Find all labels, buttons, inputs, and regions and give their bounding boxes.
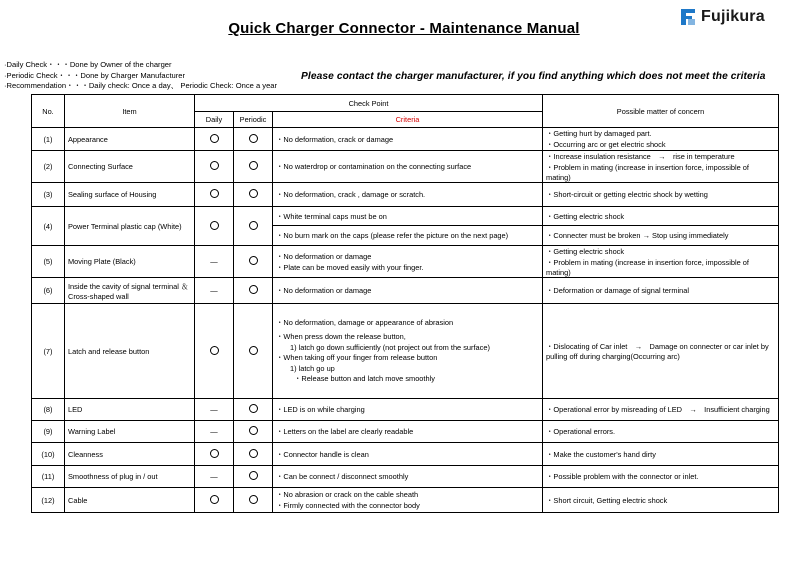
table-row: [32, 488, 779, 513]
table-row: [32, 278, 779, 304]
row-item: Sealing surface of Housing: [65, 183, 195, 207]
row-criteria: ・White terminal caps must be on: [273, 207, 543, 226]
concern-line: ・Dislocating of Car inlet → Damage on connecter or car inlet by pulling off during charging(Occurring arc): [546, 342, 769, 361]
circle-mark: [249, 471, 258, 480]
row-criteria: [273, 421, 543, 443]
legend: [4, 60, 277, 92]
legend-daily: ·Daily Check・・・Done by Owner of the charger: [4, 60, 172, 69]
circle-mark: [210, 346, 219, 355]
row-no: (3): [32, 183, 65, 207]
criteria-line: ・LED is on while charging: [276, 405, 365, 414]
criteria-line: ・No deformation, crack , damage or scratch.: [276, 190, 426, 199]
periodic-check: [234, 278, 273, 304]
circle-mark: [210, 495, 219, 504]
table-row: [32, 304, 779, 399]
row-criteria: [273, 128, 543, 151]
circle-mark: [249, 221, 258, 230]
row-no: (1): [32, 128, 65, 151]
row-criteria: [273, 246, 543, 278]
row-concern: [543, 443, 779, 466]
row-concern: [543, 278, 779, 304]
row-item: Connecting Surface: [65, 151, 195, 183]
periodic-check: [234, 399, 273, 421]
row-criteria: [273, 466, 543, 488]
row-item: Inside the cavity of signal terminal ＆ Cross-shaped wall: [65, 278, 195, 304]
concern-line: ・Make the customer's hand dirty: [546, 449, 656, 459]
criteria-line: ・No abrasion or crack on the cable sheath: [276, 490, 419, 499]
concern-line: ・Problem in mating (increase in insertion force, impossible of mating): [546, 163, 749, 182]
criteria-line: 1) latch go up: [290, 363, 335, 373]
row-concern: [543, 246, 779, 278]
row-criteria: [273, 399, 543, 421]
logo-text: Fujikura: [701, 8, 765, 25]
table-row: [32, 246, 779, 278]
row-no: (2): [32, 151, 65, 183]
concern-line: ・Getting hurt by damaged part.: [546, 129, 652, 138]
daily-check: [195, 128, 234, 151]
row-no: (6): [32, 278, 65, 304]
row-concern: [543, 304, 779, 399]
row-concern: [543, 399, 779, 421]
circle-mark: [249, 346, 258, 355]
row-item: LED: [65, 399, 195, 421]
periodic-check: [234, 488, 273, 513]
row-no: (12): [32, 488, 65, 513]
header-item: Item: [65, 95, 195, 128]
maintenance-table: [31, 94, 779, 513]
circle-mark: [210, 134, 219, 143]
daily-check: —: [195, 278, 234, 304]
daily-check: [195, 304, 234, 399]
row-concern: [543, 183, 779, 207]
row-no: (9): [32, 421, 65, 443]
table-row: [32, 151, 779, 183]
criteria-line: ・Plate can be moved easily with your finger.: [276, 262, 424, 272]
concern-line: ・Increase insulation resistance → rise in temperature: [546, 152, 735, 161]
circle-mark: [249, 161, 258, 170]
concern-line: ・Possible problem with the connector or inlet.: [546, 472, 699, 481]
concern-line: ・Short circuit, Getting electric shock: [546, 495, 668, 505]
periodic-check: [234, 128, 273, 151]
criteria-line: ・No waterdrop or contamination on the connecting surface: [276, 162, 472, 171]
row-criteria: ・No burn mark on the caps (please refer the picture on the next page): [273, 226, 543, 246]
periodic-check: [234, 246, 273, 278]
header-check-point: Check Point: [195, 95, 543, 112]
fujikura-logo-icon: [679, 7, 697, 27]
concern-line: ・Short-circuit or getting electric shock by wetting: [546, 190, 708, 199]
daily-check: —: [195, 421, 234, 443]
row-item: Cleanness: [65, 443, 195, 466]
row-concern: [543, 421, 779, 443]
daily-check: [195, 443, 234, 466]
fujikura-logo: [679, 7, 765, 27]
row-item: Appearance: [65, 128, 195, 151]
concern-line: ・Deformation or damage of signal terminal: [546, 286, 689, 295]
periodic-check: [234, 151, 273, 183]
row-criteria: [273, 183, 543, 207]
row-concern: ・Getting electric shock: [543, 207, 779, 226]
row-criteria: [273, 443, 543, 466]
row-criteria: [273, 278, 543, 304]
table-row: [32, 183, 779, 207]
daily-check: —: [195, 399, 234, 421]
daily-check: —: [195, 246, 234, 278]
legend-periodic: ·Periodic Check・・・Done by Charger Manufacturer: [4, 70, 186, 80]
periodic-check: [234, 183, 273, 207]
daily-check: [195, 488, 234, 513]
row-item: Power Terminal plastic cap (White): [65, 207, 195, 246]
table-row: [32, 466, 779, 488]
legend-recommendation: ·Recommendation・・・Daily check: Once a day、 Periodic Check: Once a year: [4, 81, 278, 91]
periodic-check: [234, 443, 273, 466]
table-row: [32, 399, 779, 421]
row-no: (11): [32, 466, 65, 488]
concern-line: ・Occurring arc or get electric shock: [546, 140, 666, 149]
concern-line: ・Getting electric shock: [546, 247, 625, 256]
criteria-line: ・Release button and latch move smoothly: [294, 374, 435, 383]
contact-note: Please contact the charger manufacturer, if you find anything which does not meet the criteria: [301, 71, 766, 82]
circle-mark: [249, 134, 258, 143]
header-daily: Daily: [195, 112, 234, 128]
concern-line: ・Problem in mating (increase in insertion force, impossible of mating): [546, 258, 749, 277]
row-no: (5): [32, 246, 65, 278]
concern-line: ・Operational error by misreading of LED → Insufficient charging: [546, 405, 770, 414]
row-item: Moving Plate (Black): [65, 246, 195, 278]
row-no: (8): [32, 399, 65, 421]
criteria-line: ・Connector handle is clean: [276, 449, 369, 459]
header-criteria: Criteria: [273, 112, 543, 128]
table-row: [32, 207, 779, 226]
circle-mark: [249, 495, 258, 504]
criteria-line: ・Letters on the label are clearly readable: [276, 427, 414, 436]
daily-check: [195, 207, 234, 246]
row-concern: ・Connecter must be broken → Stop using immediately: [543, 226, 779, 246]
circle-mark: [249, 404, 258, 413]
row-criteria: [273, 488, 543, 513]
table-row: [32, 443, 779, 466]
daily-check: [195, 183, 234, 207]
periodic-check: [234, 304, 273, 399]
daily-check: [195, 151, 234, 183]
daily-check: —: [195, 466, 234, 488]
criteria-line: ・No deformation or damage: [276, 251, 372, 261]
row-item: Cable: [65, 488, 195, 513]
circle-mark: [210, 449, 219, 458]
row-concern: [543, 488, 779, 513]
header-no: No.: [32, 95, 65, 128]
row-item: Latch and release button: [65, 304, 195, 399]
header-concern: Possible matter of concern: [543, 95, 779, 128]
table-row: [32, 421, 779, 443]
criteria-line: ・No deformation, damage or appearance of abrasion: [276, 317, 454, 327]
criteria-line: 1) latch go down sufficiently (not project out from the surface): [290, 342, 490, 352]
periodic-check: [234, 421, 273, 443]
row-concern: [543, 151, 779, 183]
page-title: Quick Charger Connector - Maintenance Manual: [228, 20, 580, 37]
row-no: (4): [32, 207, 65, 246]
circle-mark: [249, 449, 258, 458]
table-row: [32, 128, 779, 151]
circle-mark: [210, 221, 219, 230]
circle-mark: [249, 285, 258, 294]
criteria-line: ・When press down the release button,: [276, 332, 406, 341]
criteria-line: ・Can be connect / disconnect smoothly: [276, 472, 409, 481]
circle-mark: [210, 189, 219, 198]
periodic-check: [234, 207, 273, 246]
criteria-line: ・No deformation or damage: [276, 286, 372, 295]
row-criteria: [273, 304, 543, 399]
circle-mark: [249, 426, 258, 435]
circle-mark: [249, 256, 258, 265]
circle-mark: [210, 161, 219, 170]
row-no: (10): [32, 443, 65, 466]
row-concern: [543, 466, 779, 488]
criteria-line: ・When taking off your finger from release button: [276, 353, 438, 362]
concern-line: ・Operational errors.: [546, 427, 616, 436]
row-concern: [543, 128, 779, 151]
circle-mark: [249, 189, 258, 198]
row-item: Smoothness of plug in / out: [65, 466, 195, 488]
row-criteria: [273, 151, 543, 183]
criteria-line: ・No deformation, crack or damage: [276, 134, 394, 144]
periodic-check: [234, 466, 273, 488]
criteria-line: ・Firmly connected with the connector body: [276, 501, 420, 510]
header-periodic: Periodic: [234, 112, 273, 128]
row-no: (7): [32, 304, 65, 399]
row-item: Warning Label: [65, 421, 195, 443]
